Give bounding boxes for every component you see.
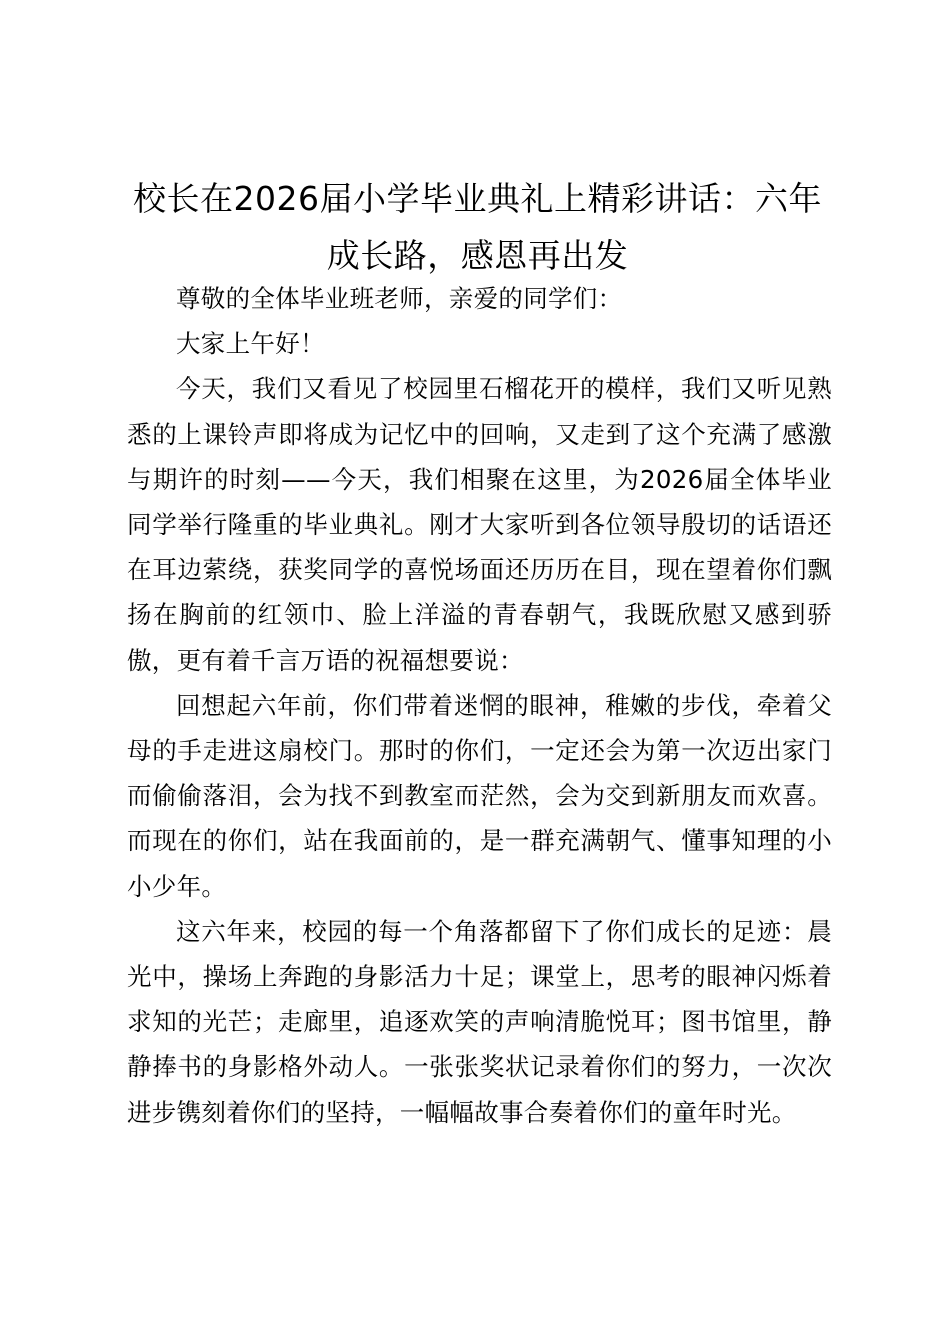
document-title: 校长在2026届小学毕业典礼上精彩讲话：六年成长路，感恩再出发	[133, 179, 822, 275]
body-paragraph: 回想起六年前，你们带着迷惘的眼神，稚嫩的步伐，牵着父母的手走进这扇校门。那时的你们，一定还会为第一次迈出家门而偷偷落泪，会为找不到教室而茫然，会为交到新朋友而欢喜。而现在的你们，站在我面前的，是一群充满朝气、懂事知理的小小少年。	[127, 690, 832, 901]
document-body	[127, 276, 832, 1135]
salutation-paragraph: 尊敬的全体毕业班老师，亲爱的同学们：	[176, 284, 623, 313]
greeting-paragraph: 大家上午好！	[176, 329, 325, 359]
body-paragraph: 今天，我们又看见了校园里石榴花开的模样，我们又听见熟悉的上课铃声即将成为记忆中的回响，又走到了这个充满了感激与期许的时刻——今天，我们相聚在这里，为2026届全体毕业同学举行隆重的毕业典礼。刚才大家听到各位领导殷切的话语还在耳边萦绕，获奖同学的喜悦场面还历历在目，现在望着你们飘扬在胸前的红领巾、脸上洋溢的青春朝气，我既欣慰又感到骄傲，更有着千言万语的祝福想要说：	[127, 374, 832, 675]
body-paragraph: 这六年来，校园的每一个角落都留下了你们成长的足迹：晨光中，操场上奔跑的身影活力十足；课堂上，思考的眼神闪烁着求知的光芒；走廊里，追逐欢笑的声响清脆悦耳；图书馆里，静静捧书的身影格外动人。一张张奖状记录着你们的努力，一次次进步镌刻着你们的坚持，一幅幅故事合奏着你们的童年时光。	[127, 916, 832, 1127]
